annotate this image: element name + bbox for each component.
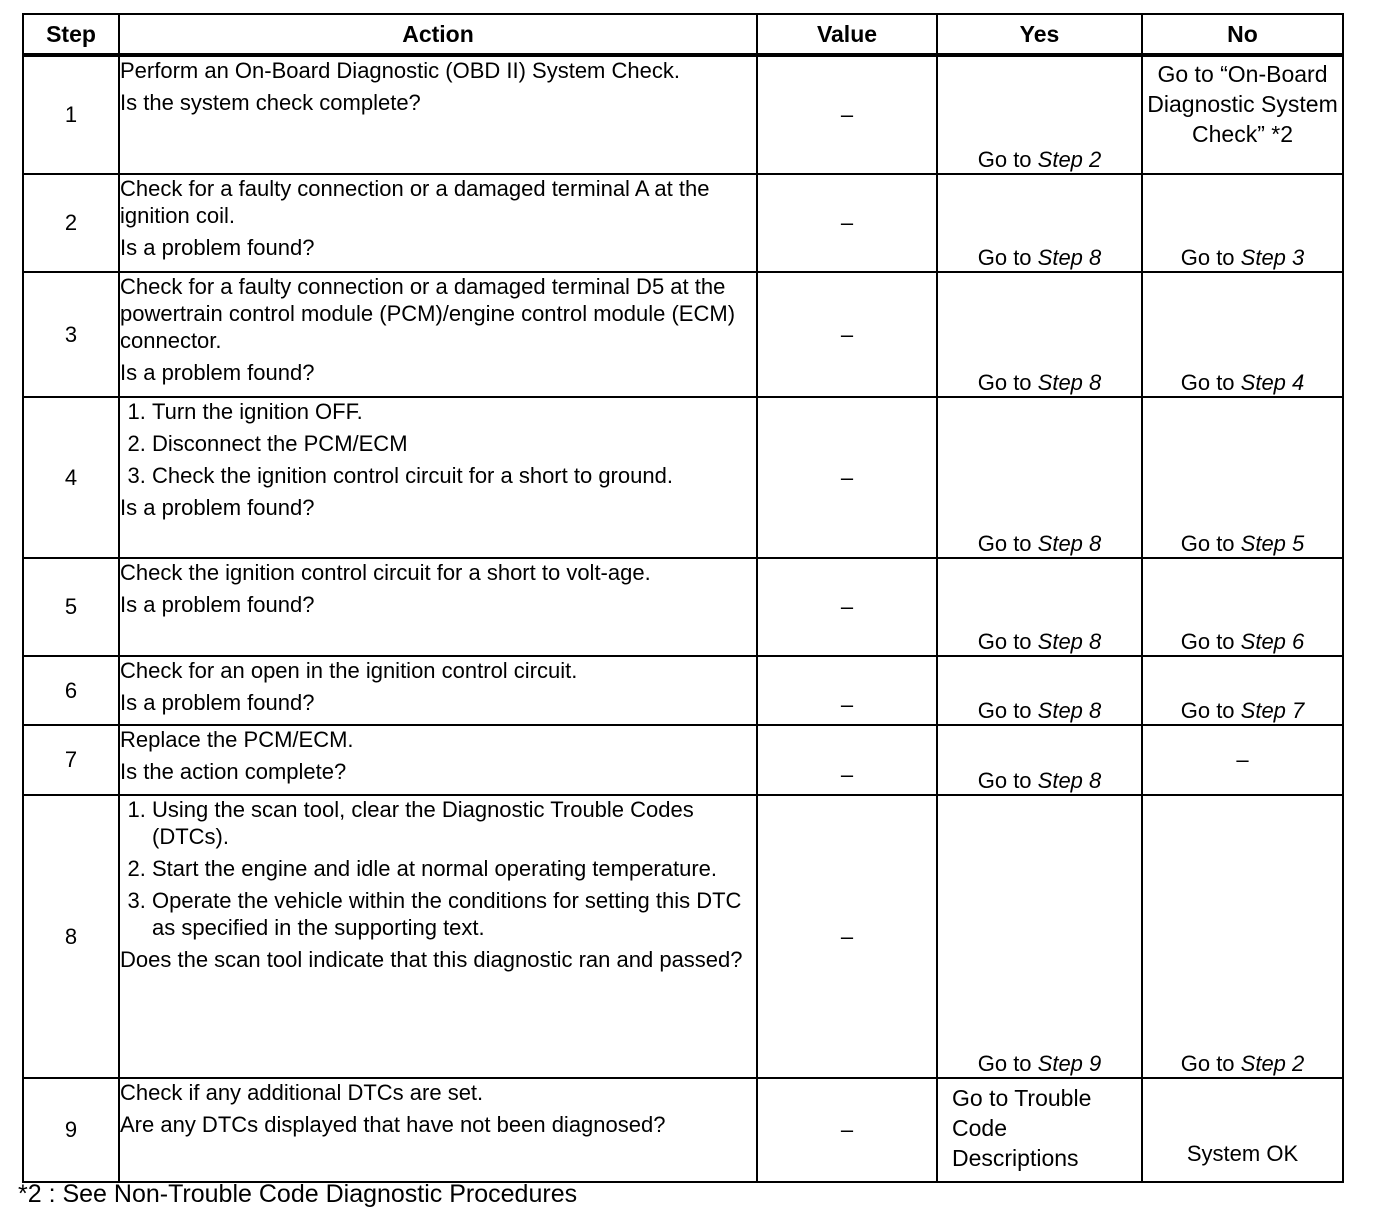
table-row <box>23 558 1343 656</box>
table-row <box>23 174 1343 272</box>
list-item: 1. Turn the ignition OFF. <box>152 398 756 425</box>
action-cell <box>119 725 757 795</box>
no-cell <box>1142 795 1343 1078</box>
action-cell <box>119 272 757 397</box>
table-row <box>23 397 1343 558</box>
table-row <box>23 55 1343 174</box>
no-goto[interactable]: Go to Step 7 <box>1180 698 1305 723</box>
action-question: Is a problem found? <box>120 495 315 520</box>
yes-goto[interactable]: Go to Step 9 <box>977 1051 1102 1076</box>
action-question: Is a problem found? <box>120 360 315 385</box>
step-number: 1 <box>23 55 119 174</box>
action-text: Replace the PCM/ECM. <box>120 727 354 752</box>
no-cell <box>1142 656 1343 725</box>
value-cell: – <box>757 558 937 656</box>
no-cell <box>1142 397 1343 558</box>
step-number: 7 <box>23 725 119 795</box>
step-number: 3 <box>23 272 119 397</box>
step-number: 2 <box>23 174 119 272</box>
action-cell <box>119 174 757 272</box>
action-list <box>120 398 756 489</box>
no-cell <box>1142 558 1343 656</box>
value-cell: – <box>757 55 937 174</box>
yes-cell[interactable]: Go to Trouble Code Descriptions <box>937 1078 1142 1182</box>
action-list <box>120 796 756 941</box>
no-cell[interactable]: Go to “On-Board Diagnostic System Check” *2 <box>1142 55 1343 174</box>
yes-cell <box>937 656 1142 725</box>
action-question: Are any DTCs displayed that have not been diagnosed? <box>120 1112 666 1137</box>
action-question: Does the scan tool indicate that this diagnostic ran and passed? <box>120 947 743 972</box>
action-question: Is a problem found? <box>120 592 315 617</box>
header-row <box>23 14 1343 55</box>
header-no: No <box>1142 14 1343 55</box>
yes-cell <box>937 725 1142 795</box>
value-cell: – <box>757 1078 937 1182</box>
yes-cell <box>937 55 1142 174</box>
list-item: 2. Disconnect the PCM/ECM <box>152 430 756 457</box>
yes-cell <box>937 558 1142 656</box>
action-text: Check for a faulty connection or a damaged terminal A at the ignition coil. <box>120 176 710 228</box>
yes-cell <box>937 795 1142 1078</box>
yes-goto[interactable]: Go to Step 8 <box>977 698 1102 723</box>
diagnostic-table <box>22 13 1344 1183</box>
no-cell: – <box>1142 725 1343 795</box>
action-cell <box>119 558 757 656</box>
list-item: 3. Operate the vehicle within the conditions for setting this DTC as specified in the supporting text. <box>152 887 756 941</box>
yes-goto[interactable]: Go to Step 8 <box>977 531 1102 556</box>
step-number: 4 <box>23 397 119 558</box>
table-row <box>23 1078 1343 1182</box>
action-text: Perform an On-Board Diagnostic (OBD II) System Check. <box>120 58 680 83</box>
yes-cell <box>937 272 1142 397</box>
action-question: Is a problem found? <box>120 235 315 260</box>
action-cell <box>119 397 757 558</box>
action-question: Is a problem found? <box>120 690 315 715</box>
step-number: 6 <box>23 656 119 725</box>
step-number: 8 <box>23 795 119 1078</box>
no-goto[interactable]: Go to Step 3 <box>1180 245 1305 270</box>
action-text: Check for an open in the ignition control circuit. <box>120 658 578 683</box>
yes-goto[interactable]: Go to Step 8 <box>977 768 1102 793</box>
action-question: Is the system check complete? <box>120 90 421 115</box>
no-goto[interactable]: Go to Step 6 <box>1180 629 1305 654</box>
action-text: Check if any additional DTCs are set. <box>120 1080 484 1105</box>
no-cell <box>1142 174 1343 272</box>
value-cell: – <box>757 272 937 397</box>
action-text: Check the ignition control circuit for a short to volt-age. <box>120 560 651 585</box>
action-cell <box>119 55 757 174</box>
header-yes: Yes <box>937 14 1142 55</box>
footnote: *2 : See Non-Trouble Code Diagnostic Procedures <box>18 1180 578 1208</box>
list-item: 2. Start the engine and idle at normal operating temperature. <box>152 855 756 882</box>
yes-goto[interactable]: Go to Step 8 <box>977 629 1102 654</box>
action-question: Is the action complete? <box>120 759 347 784</box>
table-row <box>23 725 1343 795</box>
yes-cell <box>937 397 1142 558</box>
list-item: 1. Using the scan tool, clear the Diagnostic Trouble Codes (DTCs). <box>152 796 756 850</box>
table-row <box>23 795 1343 1078</box>
yes-goto[interactable]: Go to Step 2 <box>977 147 1102 172</box>
no-goto[interactable]: Go to Step 2 <box>1180 1051 1305 1076</box>
header-step: Step <box>23 14 119 55</box>
value-cell: – <box>757 397 937 558</box>
header-action: Action <box>119 14 757 55</box>
value-cell: – <box>757 656 937 725</box>
step-number: 5 <box>23 558 119 656</box>
yes-goto[interactable]: Go to Step 8 <box>977 245 1102 270</box>
step-number: 9 <box>23 1078 119 1182</box>
table-row <box>23 656 1343 725</box>
table-row <box>23 272 1343 397</box>
value-cell: – <box>757 795 937 1078</box>
no-cell <box>1142 272 1343 397</box>
list-item: 3. Check the ignition control circuit for a short to ground. <box>152 462 756 489</box>
yes-cell <box>937 174 1142 272</box>
no-goto[interactable]: Go to Step 5 <box>1180 531 1305 556</box>
action-cell <box>119 656 757 725</box>
no-goto[interactable]: Go to Step 4 <box>1180 370 1305 395</box>
no-cell: System OK <box>1142 1078 1343 1182</box>
action-text: Check for a faulty connection or a damaged terminal D5 at the powertrain control module (PCM)/engine control module (ECM) connector. <box>120 274 736 353</box>
value-cell: – <box>757 725 937 795</box>
action-cell <box>119 1078 757 1182</box>
action-cell <box>119 795 757 1078</box>
value-cell: – <box>757 174 937 272</box>
yes-goto[interactable]: Go to Step 8 <box>977 370 1102 395</box>
header-value: Value <box>757 14 937 55</box>
